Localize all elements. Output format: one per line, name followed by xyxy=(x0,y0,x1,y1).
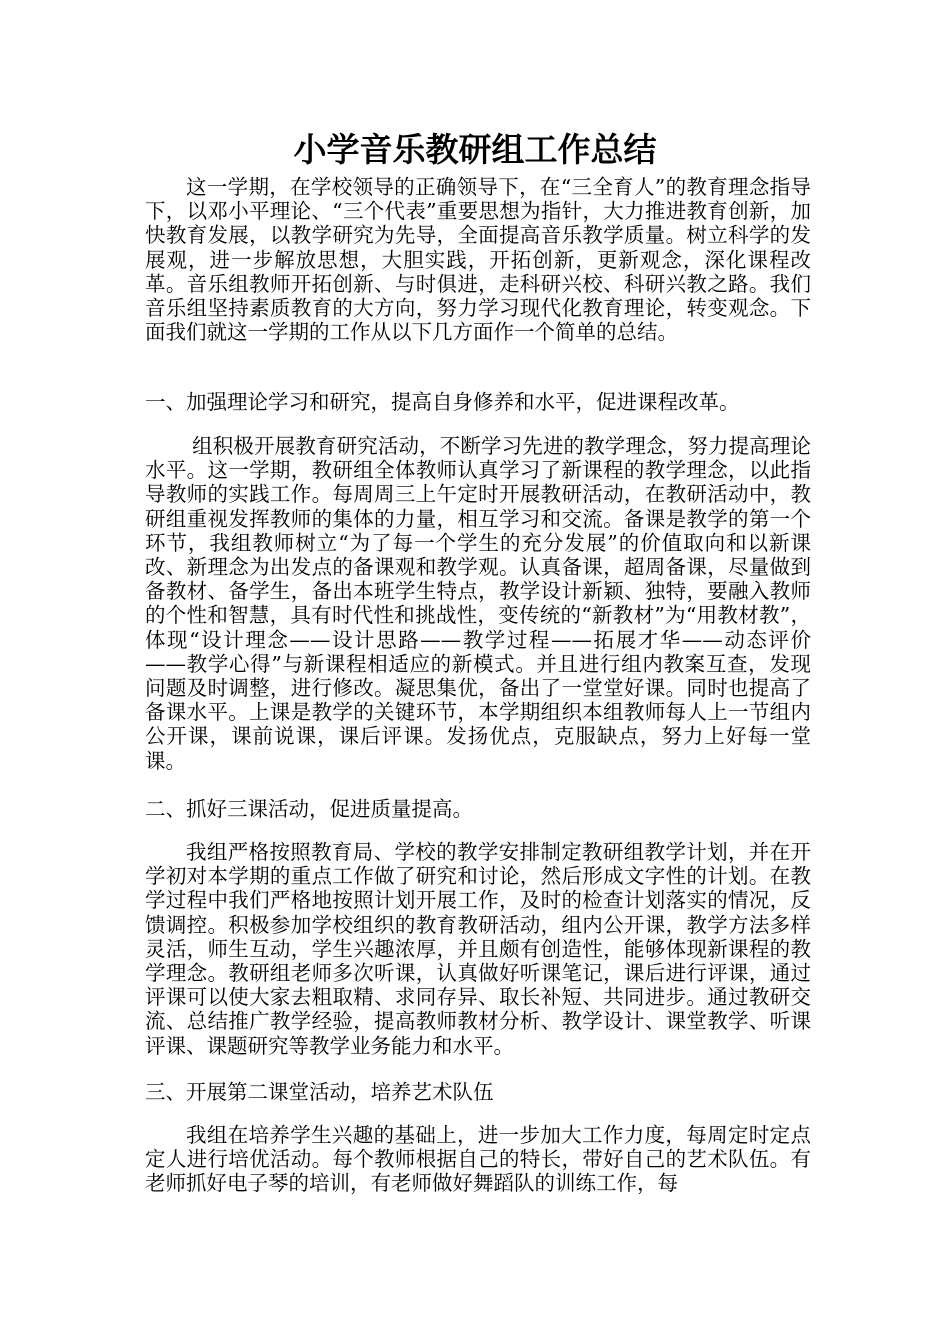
section-2-paragraph: 我组严格按照教育局、学校的教学安排制定教研组教学计划，并在开学初对本学期的重点工作做了研究和讨论，然后形成文字性的计划。在教学过程中我们严格地按照计划开展工作，及时的检查计划落实的情况，反馈调控。积极参加学校组织的教育教研活动，组内公开课，教学方法多样灵活，师生互动，学生兴趣浓厚，并且颇有创造性，能够体现新课程的教学理念。教研组老师多次听课，认真做好听课笔记，课后进行评课，通过评课可以使大家去粗取精、求同存异、取长补短、共同进步。通过教研交流、总结推广教学经验，提高教师教材分析、教学设计、课堂教学、听课评课、课题研究等教学业务能力和水平。 xyxy=(145,840,811,1058)
section-3-paragraph: 我组在培养学生兴趣的基础上，进一步加大工作力度，每周定时定点定人进行培优活动。每个教师根据自己的特长，带好自己的艺术队伍。有老师抓好电子琴的培训，有老师做好舞蹈队的训练工作，每 xyxy=(145,1123,811,1196)
intro-paragraph: 这一学期，在学校领导的正确领导下，在“三全育人”的教育理念指导下，以邓小平理论、“三个代表”重要思想为指针，大力推进教育创新，加快教育发展，以教学研究为先导，全面提高音乐教学质量。树立科学的发展观，进一步解放思想，大胆实践，开拓创新，更新观念，深化课程改革。音乐组教师开拓创新、与时俱进，走科研兴校、科研兴教之路。我们音乐组坚持素质教育的大方向，努力学习现代化教育理论，转变观念。下面我们就这一学期的工作从以下几方面作一个简单的总结。 xyxy=(145,175,811,345)
section-2-heading: 二、抓好三课活动，促进质量提高。 xyxy=(145,797,473,821)
section-3-heading: 三、开展第二课堂活动，培养艺术队伍 xyxy=(145,1080,494,1104)
document-title: 小学音乐教研组工作总结 xyxy=(293,130,657,169)
section-1-heading: 一、加强理论学习和研究，提高自身修养和水平，促进课程改革。 xyxy=(145,390,740,414)
section-1-paragraph: 组积极开展教育研究活动，不断学习先进的教学理念，努力提高理论水平。这一学期，教研组全体教师认真学习了新课程的教学理念，以此指导教师的实践工作。每周周三上午定时开展教研活动，在教研活动中，教研组重视发挥教师的集体的力量，相互学习和交流。备课是教学的第一个环节，我组教师树立“为了每一个学生的充分发展”的价值取向和以新课改、新理念为出发点的备课观和教学观。认真备课，超周备课，尽量做到备教材、备学生，备出本班学生特点，教学设计新颖、独特，要融入教师的个性和智慧，具有时代性和挑战性，变传统的“新教材”为“用教材教”，体现“设计理念——设计思路——教学过程——拓展才华——动态评价——教学心得”与新课程相适应的新模式。并且进行组内教案互查，发现问题及时调整，进行修改。凝思集优，备出了一堂堂好课。同时也提高了备课水平。上课是教学的关键环节，本学期组织本组教师每人上一节组内公开课，课前说课，课后评课。发扬优点，克服缺点，努力上好每一堂课。 xyxy=(145,434,811,773)
